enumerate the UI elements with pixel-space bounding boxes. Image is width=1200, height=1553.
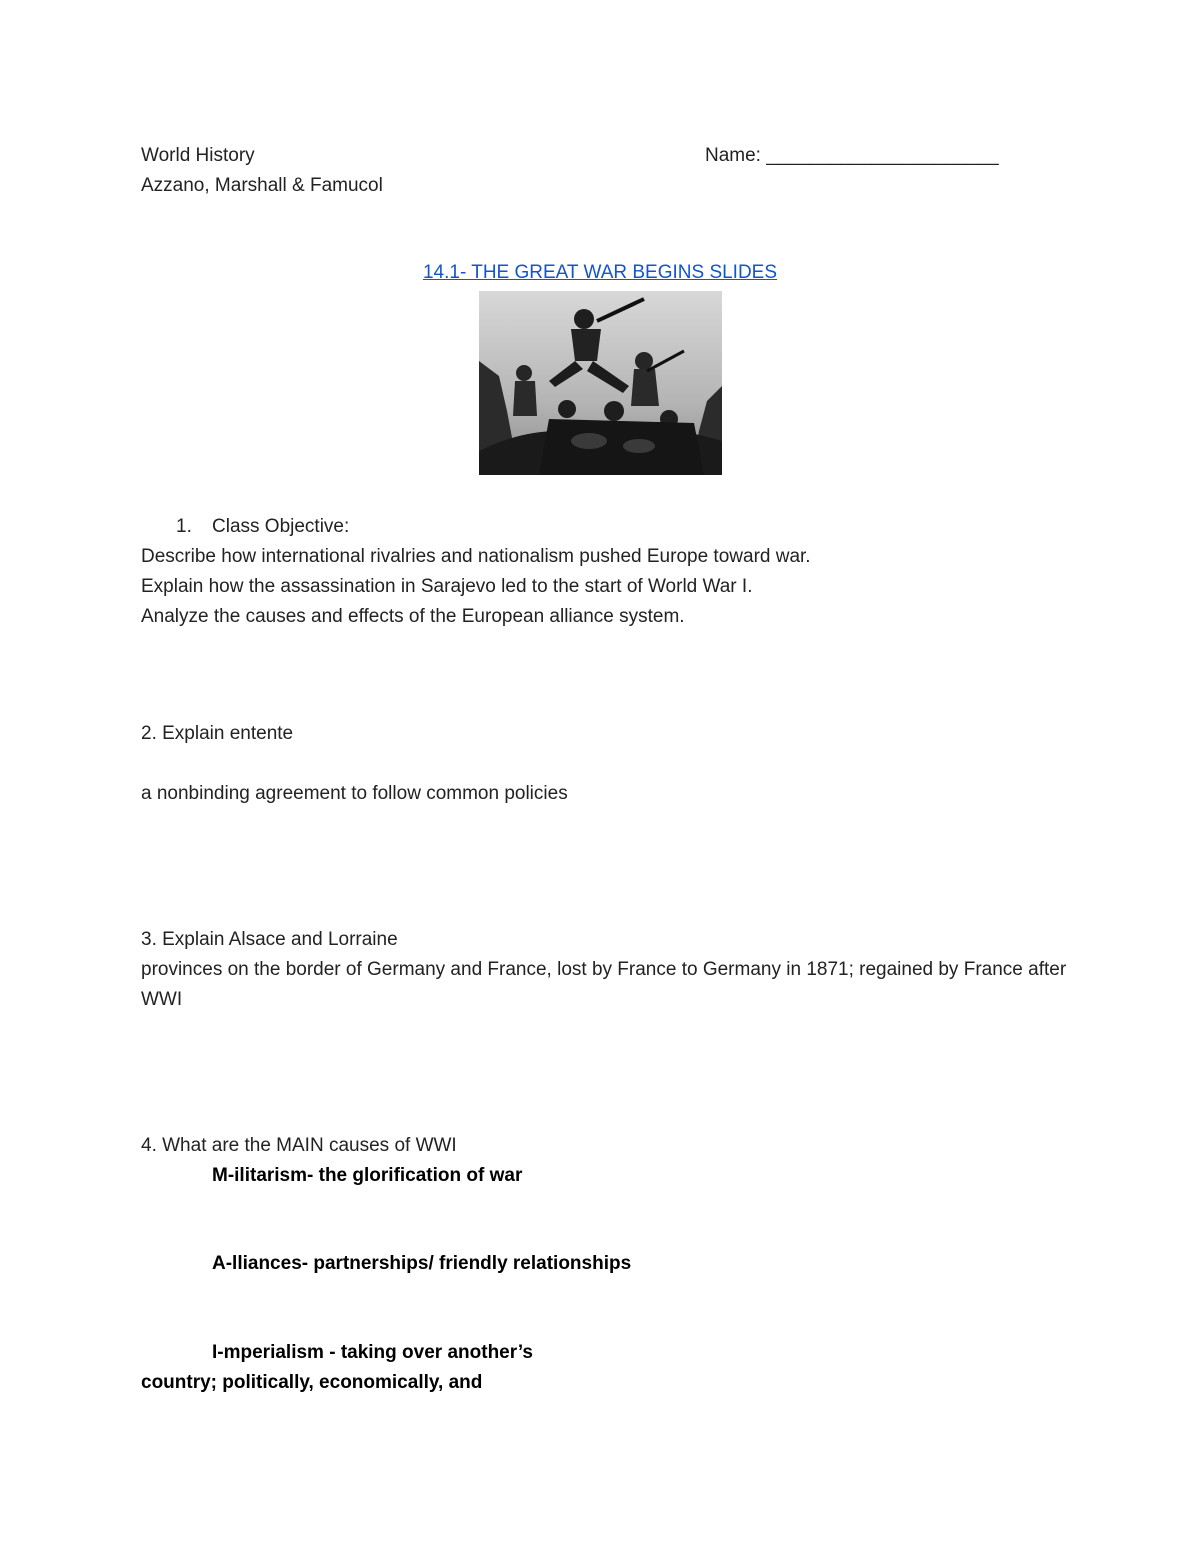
- slides-link[interactable]: 14.1- THE GREAT WAR BEGINS SLIDES: [422, 262, 778, 283]
- q1-number: 1.: [176, 516, 192, 537]
- q3-question: 3. Explain Alsace and Lorraine: [141, 929, 398, 950]
- cause-imperialism: I-mperialism - taking over another’s: [212, 1342, 533, 1363]
- q2-question: 2. Explain entente: [141, 723, 294, 744]
- cause-militarism: M-ilitarism- the glorification of war: [212, 1165, 523, 1186]
- q1-label: Class Objective:: [212, 516, 350, 537]
- soldiers-photo: [479, 291, 722, 475]
- cause-imperialism-continued: country; politically, economically, and: [141, 1372, 483, 1393]
- objective-line: Describe how international rivalries and nationalism pushed Europe toward war.: [141, 546, 811, 567]
- course-title: World History: [141, 145, 255, 166]
- teacher-names: Azzano, Marshall & Famucol: [141, 175, 383, 196]
- q2-answer: a nonbinding agreement to follow common policies: [141, 783, 568, 804]
- cause-alliances: A-lliances- partnerships/ friendly relationships: [212, 1253, 632, 1274]
- q3-answer: provinces on the border of Germany and France, lost by France to Germany in 1871; regained by France after WWI: [141, 959, 1067, 1010]
- name-field[interactable]: Name: ______________________: [705, 145, 999, 166]
- objective-line: Explain how the assassination in Sarajevo led to the start of World War I.: [141, 576, 753, 597]
- q4-question: 4. What are the MAIN causes of WWI: [141, 1135, 457, 1156]
- objective-line: Analyze the causes and effects of the European alliance system.: [141, 606, 685, 627]
